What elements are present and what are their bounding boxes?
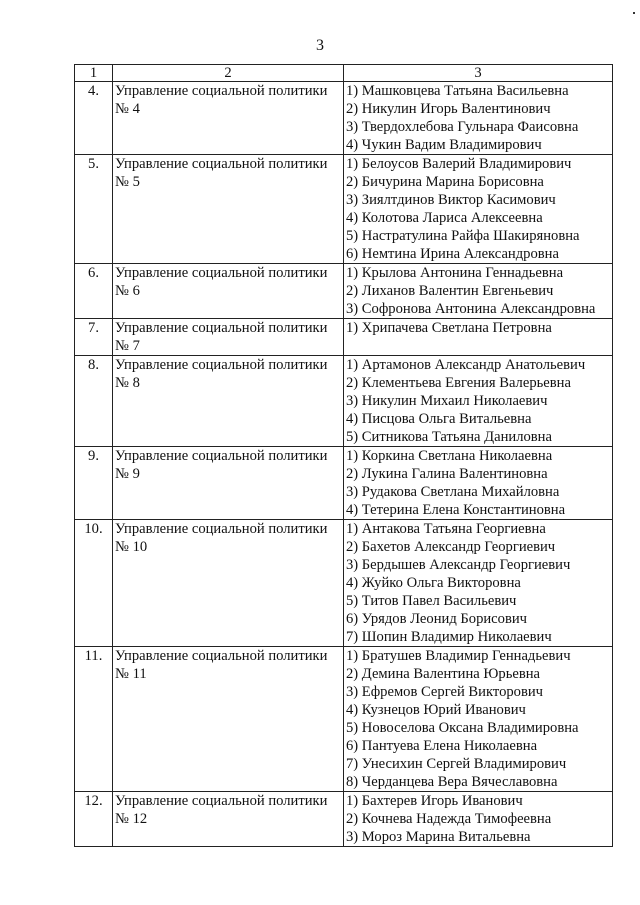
member-name: 1) Машковцева Татьяна Васильевна: [346, 83, 569, 99]
member-name: 3) Зиялтдинов Виктор Касимович: [346, 192, 556, 208]
member-name: 6) Урядов Леонид Борисович: [346, 611, 527, 627]
department-name-line: Управление социальной политики: [115, 357, 328, 373]
member-name: 1) Антакова Татьяна Георгиевна: [346, 521, 546, 537]
members-cell: [344, 82, 613, 155]
members-cell: [344, 319, 613, 356]
row-number: 5.: [75, 155, 113, 264]
header-col-2: 2: [113, 65, 344, 82]
members-cell: [344, 792, 613, 847]
row-number: 11.: [75, 647, 113, 792]
department-name-line: Управление социальной политики: [115, 156, 328, 172]
member-name: 4) Тетерина Елена Константиновна: [346, 502, 566, 518]
commission-members-table: [74, 64, 613, 847]
member-name: 3) Никулин Михаил Николаевич: [346, 393, 548, 409]
department-name-line: Управление социальной политики: [115, 521, 328, 537]
table-row: [75, 82, 613, 155]
member-name: 3) Твердохлебова Гульнара Фаисовна: [346, 119, 579, 135]
department-name-line: № 9: [115, 466, 140, 482]
member-name: 1) Артамонов Александр Анатольевич: [346, 357, 586, 373]
row-number: 12.: [75, 792, 113, 847]
department-cell: [113, 155, 344, 264]
member-name: 7) Шопин Владимир Николаевич: [346, 629, 552, 645]
department-cell: [113, 319, 344, 356]
members-cell: [344, 447, 613, 520]
member-name: 6) Немтина Ирина Александровна: [346, 246, 559, 262]
member-name: 1) Братушев Владимир Геннадьевич: [346, 648, 571, 664]
table-row: [75, 792, 613, 847]
department-cell: [113, 520, 344, 647]
department-name-line: Управление социальной политики: [115, 320, 328, 336]
member-name: 7) Унесихин Сергей Владимирович: [346, 756, 567, 772]
member-name: 6) Пантуева Елена Николаевна: [346, 738, 538, 754]
member-name: 5) Новоселова Оксана Владимировна: [346, 720, 579, 736]
table-row: [75, 155, 613, 264]
member-name: 2) Лукина Галина Валентиновна: [346, 466, 548, 482]
row-number: 9.: [75, 447, 113, 520]
member-name: 1) Крылова Антонина Геннадьевна: [346, 265, 564, 281]
department-name-line: № 5: [115, 174, 140, 190]
department-name-line: № 10: [115, 539, 148, 555]
department-cell: [113, 447, 344, 520]
department-name-line: № 12: [115, 811, 148, 827]
member-name: 3) Ефремов Сергей Викторович: [346, 684, 543, 700]
member-name: 3) Софронова Антонина Александровна: [346, 301, 596, 317]
department-cell: [113, 264, 344, 319]
member-name: 1) Хрипачева Светлана Петровна: [346, 320, 552, 336]
department-cell: [113, 647, 344, 792]
member-name: 2) Демина Валентина Юрьевна: [346, 666, 541, 682]
row-number: 8.: [75, 356, 113, 447]
member-name: 2) Никулин Игорь Валентинович: [346, 101, 551, 117]
header-col-1: 1: [75, 65, 113, 82]
table-row: [75, 447, 613, 520]
member-name: 2) Лиханов Валентин Евгеньевич: [346, 283, 554, 299]
department-name-line: № 4: [115, 101, 140, 117]
department-name-line: № 8: [115, 375, 140, 391]
department-name-line: Управление социальной политики: [115, 793, 328, 809]
members-cell: [344, 647, 613, 792]
member-name: 3) Бердышев Александр Георгиевич: [346, 557, 571, 573]
member-name: 2) Кочнева Надежда Тимофеевна: [346, 811, 552, 827]
members-cell: [344, 520, 613, 647]
member-name: 8) Черданцева Вера Вячеславовна: [346, 774, 558, 790]
header-col-3: 3: [344, 65, 613, 82]
department-cell: [113, 356, 344, 447]
row-number: 4.: [75, 82, 113, 155]
department-cell: [113, 792, 344, 847]
member-name: 2) Бичурина Марина Борисовна: [346, 174, 544, 190]
members-cell: [344, 356, 613, 447]
table-row: [75, 520, 613, 647]
table-row: [75, 319, 613, 356]
row-number: 10.: [75, 520, 113, 647]
member-name: 3) Мороз Марина Витальевна: [346, 829, 531, 845]
row-number: 6.: [75, 264, 113, 319]
member-name: 5) Настратулина Райфа Шакиряновна: [346, 228, 580, 244]
member-name: 4) Жуйко Ольга Викторовна: [346, 575, 521, 591]
member-name: 4) Чукин Вадим Владимирович: [346, 137, 542, 153]
member-name: 1) Бахтерев Игорь Иванович: [346, 793, 523, 809]
member-name: 4) Кузнецов Юрий Иванович: [346, 702, 526, 718]
member-name: 5) Титов Павел Васильевич: [346, 593, 517, 609]
member-name: 1) Коркина Светлана Николаевна: [346, 448, 553, 464]
department-name-line: Управление социальной политики: [115, 648, 328, 664]
member-name: 4) Колотова Лариса Алексеевна: [346, 210, 543, 226]
member-name: 3) Рудакова Светлана Михайловна: [346, 484, 560, 500]
department-name-line: Управление социальной политики: [115, 83, 328, 99]
department-name-line: № 6: [115, 283, 140, 299]
table-header-row: [75, 65, 613, 82]
page-number: 3: [316, 37, 324, 54]
member-name: 2) Клементьева Евгения Валерьевна: [346, 375, 571, 391]
members-cell: [344, 264, 613, 319]
member-name: 2) Бахетов Александр Георгиевич: [346, 539, 556, 555]
member-name: 5) Ситникова Татьяна Даниловна: [346, 429, 552, 445]
member-name: 1) Белоусов Валерий Владимирович: [346, 156, 572, 172]
members-cell: [344, 155, 613, 264]
department-name-line: № 11: [115, 666, 147, 682]
table-row: [75, 356, 613, 447]
table-row: [75, 647, 613, 792]
member-name: 4) Писцова Ольга Витальевна: [346, 411, 532, 427]
department-name-line: Управление социальной политики: [115, 265, 328, 281]
table-row: [75, 264, 613, 319]
department-cell: [113, 82, 344, 155]
row-number: 7.: [75, 319, 113, 356]
department-name-line: № 7: [115, 338, 140, 354]
department-name-line: Управление социальной политики: [115, 448, 328, 464]
scan-speck: [633, 12, 635, 14]
